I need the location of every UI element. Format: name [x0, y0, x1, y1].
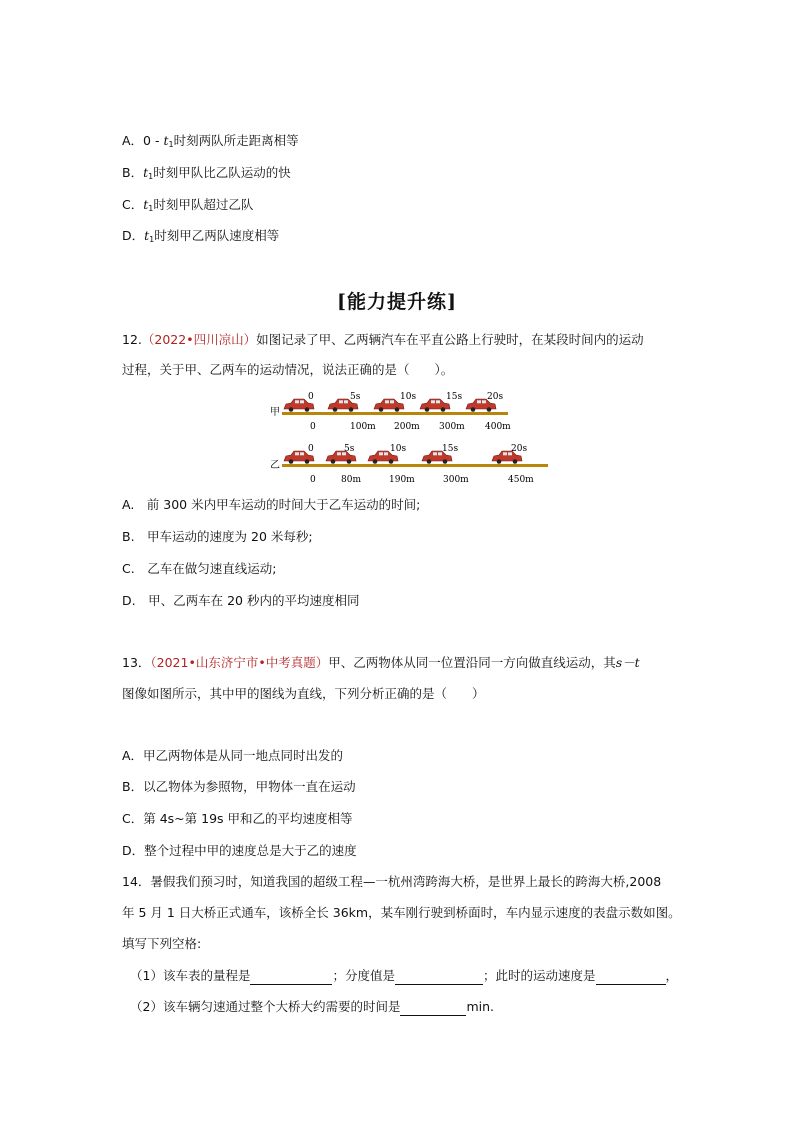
subscript: 1	[148, 172, 154, 181]
subscript: 1	[149, 235, 155, 244]
distance-label: 450m	[508, 475, 534, 485]
q12-option-b: B. 甲车运动的速度为 20 米每秒;	[122, 529, 313, 544]
q13-option-c: C．第 4s~第 19s 甲和乙的平均速度相等	[122, 811, 353, 826]
section-title: [能力提升练]	[337, 291, 457, 313]
q13-option-b: B．以乙物体为参照物，甲物体一直在运动	[122, 779, 356, 794]
q11-option-c	[122, 196, 253, 216]
variable: s－t	[615, 655, 640, 670]
row-a-distances	[310, 422, 511, 432]
fill-text: （1）该车表的量程是	[130, 968, 251, 983]
q12-stem-line-1	[122, 331, 644, 349]
distance-label: 100m	[350, 422, 376, 432]
time-label: 20s	[511, 444, 528, 454]
question-stem: 如图记录了甲、乙两辆汽车在平直公路上行驶时，在某段时间内的运动	[256, 332, 644, 347]
option-label: B．	[122, 165, 144, 180]
option-label: C．	[122, 197, 144, 212]
distance-label: 300m	[439, 422, 465, 432]
row-b-distances	[310, 475, 534, 485]
fill-text: ，	[665, 968, 679, 983]
row-a-road	[282, 412, 508, 415]
question-number: 12.	[122, 332, 142, 347]
distance-label: 300m	[443, 475, 469, 485]
q13-option-d: D．整个过程中甲的速度总是大于乙的速度	[122, 843, 357, 858]
distance-label: 200m	[394, 422, 420, 432]
time-label: 0	[308, 444, 314, 454]
variable: t	[143, 197, 149, 212]
fill-text: ；此时的运动速度是	[482, 968, 596, 983]
variable: t	[163, 133, 169, 148]
q14-stem-line-2: 年 5 月 1 日大桥正式通车，该桥全长 36km，某车刚行驶到桥面时，车内显示速度的表盘示数如图。	[122, 905, 681, 920]
time-label: 15s	[446, 392, 463, 402]
q12-motion-figure	[268, 388, 558, 488]
option-text: 时刻甲队超过乙队	[153, 197, 254, 212]
q14-fill-line-1	[130, 967, 678, 985]
row-a-label: 甲	[270, 407, 280, 418]
q12-option-c: C. 乙车在做匀速直线运动;	[122, 561, 277, 576]
answer-blank[interactable]	[400, 1002, 466, 1016]
q13-stem-line-2: 图像如图所示，其中甲的图线为直线，下列分析正确的是（ ）	[122, 686, 485, 701]
time-label: 5s	[344, 444, 355, 454]
q14-fill-line-2	[130, 998, 494, 1016]
fill-text: min.	[466, 999, 495, 1014]
time-label: 10s	[400, 392, 417, 402]
variable: t	[143, 165, 149, 180]
distance-label: 0	[310, 475, 316, 485]
q11-option-b	[122, 164, 291, 184]
variable: t	[144, 228, 150, 243]
row-a-cars	[284, 399, 496, 412]
distance-label: 0	[310, 422, 316, 432]
distance-label: 80m	[341, 475, 361, 485]
q13-stem-line-1	[122, 654, 640, 672]
q14-stem-line-1: 14．暑假我们预习时，知道我国的超级工程—一杭州湾跨海大桥，是世界上最长的跨海大桥,2008	[122, 874, 662, 889]
option-text: 时刻甲队比乙队运动的快	[153, 165, 291, 180]
q11-option-a	[122, 132, 299, 152]
row-b-road	[282, 464, 548, 467]
time-label: 15s	[442, 444, 459, 454]
fill-text: ；分度值是	[332, 968, 395, 983]
time-label: 10s	[390, 444, 407, 454]
time-label: 20s	[487, 392, 504, 402]
time-label: 5s	[350, 392, 361, 402]
time-label: 0	[308, 392, 314, 402]
question-stem: 甲、乙两物体从同一位置沿同一方向做直线运动，其	[328, 655, 616, 670]
q12-option-d: D. 甲、乙两车在 20 秒内的平均速度相同	[122, 593, 360, 608]
q12-stem-line-2: 过程，关于甲、乙两车的运动情况，说法正确的是（ ）。	[122, 362, 454, 377]
option-label: A．0 -	[122, 133, 164, 148]
option-label: D．	[122, 228, 145, 243]
question-source: （2021•山东济宁市•中考真题）	[150, 655, 329, 670]
answer-blank[interactable]	[596, 971, 666, 985]
answer-blank[interactable]	[250, 971, 332, 985]
option-text: 时刻两队所走距离相等	[173, 133, 299, 148]
fill-text: （2）该车辆匀速通过整个大桥大约需要的时间是	[130, 999, 401, 1014]
q14-stem-line-3: 填写下列空格:	[122, 936, 202, 951]
q13-option-a: A．甲乙两物体是从同一地点同时出发的	[122, 748, 344, 763]
q11-option-d	[122, 227, 279, 247]
question-source: （2022•四川凉山）	[141, 332, 257, 347]
subscript: 1	[148, 204, 154, 213]
answer-blank[interactable]	[395, 971, 483, 985]
distance-label: 190m	[389, 475, 415, 485]
option-text: 时刻甲乙两队速度相等	[154, 228, 280, 243]
subscript: 1	[168, 140, 174, 149]
distance-label: 400m	[485, 422, 511, 432]
row-b-label: 乙	[270, 460, 280, 471]
q12-option-a: A. 前 300 米内甲车运动的时间大于乙车运动的时间;	[122, 497, 421, 512]
question-number: 13．	[122, 655, 151, 670]
